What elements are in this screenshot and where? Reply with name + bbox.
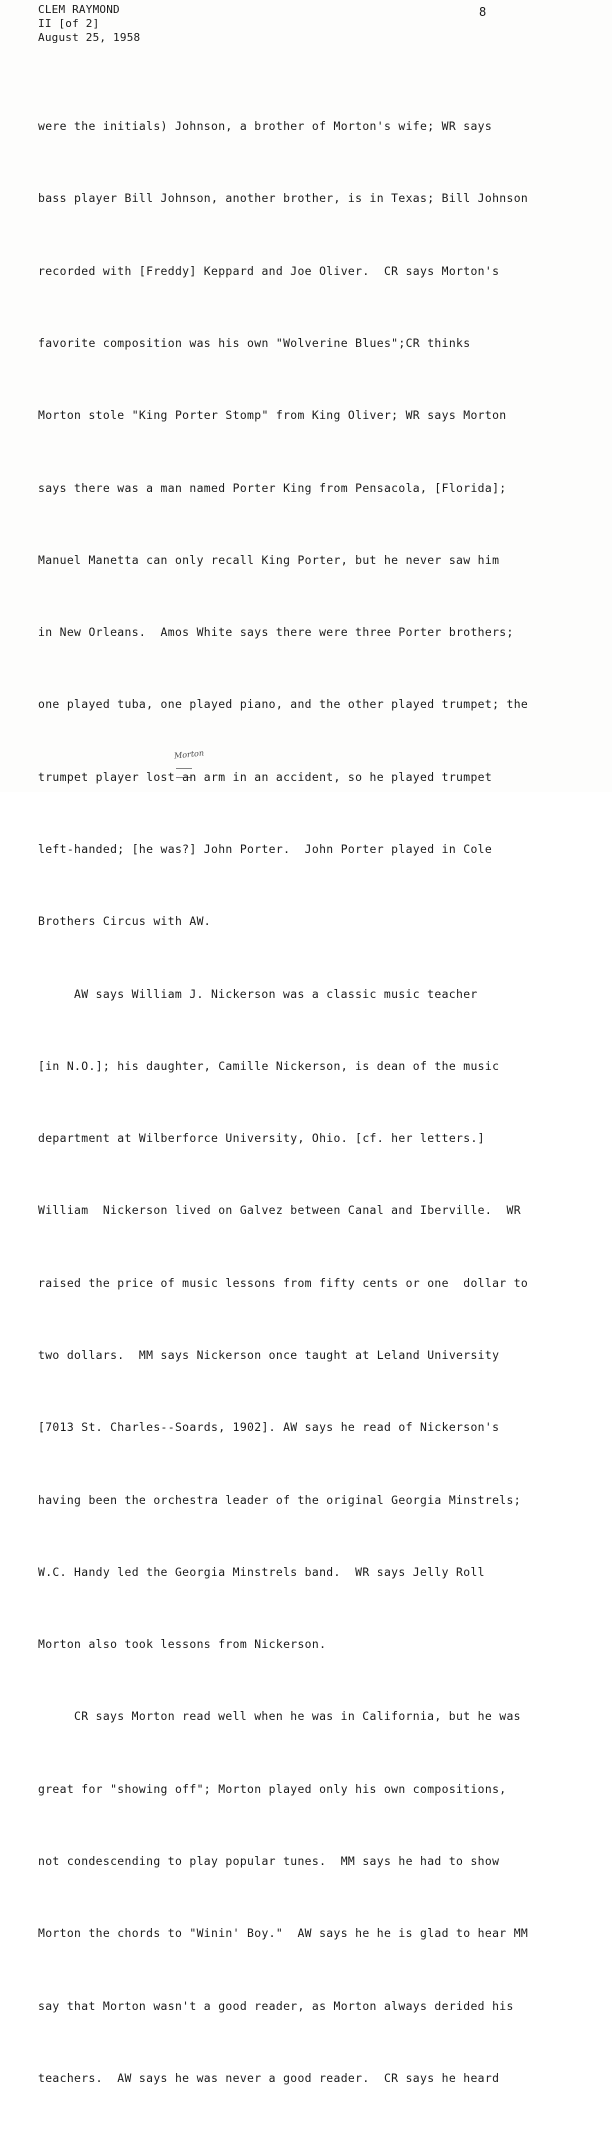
transcript-line: say that Morton wasn't a good reader, as Morton always derided his — [38, 1998, 514, 2013]
paragraph-start-line: CR says Morton read well when he was in California, but he was — [74, 1709, 521, 1724]
strikeout-mark — [176, 768, 192, 778]
interview-date: August 25, 1958 — [38, 31, 141, 44]
transcript-line: William Nickerson lived on Galvez between Canal and Iberville. WR — [38, 1203, 521, 1218]
transcript-line: W.C. Handy led the Georgia Minstrels band. WR says Jelly Roll — [38, 1564, 485, 1579]
transcript-line: teachers. AW says he was never a good reader. CR says he heard — [38, 2070, 500, 2085]
transcript-line: trumpet player lost an arm in an accident, so he played trumpet — [38, 769, 493, 784]
transcript-line: Brothers Circus with AW. — [38, 914, 211, 929]
transcript-line: [7013 St. Charles--Soards, 1902]. AW says he read of Nickerson's — [38, 1420, 500, 1435]
transcript-line: in New Orleans. Amos White says there were three Porter brothers; — [38, 625, 514, 640]
transcript-line: department at Wilberforce University, Ohio. [cf. her letters.] — [38, 1131, 485, 1146]
page-number: 8 — [479, 5, 487, 19]
transcript-line: Morton also took lessons from Nickerson. — [38, 1637, 327, 1652]
transcript-line: [in N.O.]; his daughter, Camille Nickerson, is dean of the music — [38, 1058, 500, 1073]
transcript-line: were the initials) Johnson, a brother of Morton's wife; WR says — [38, 119, 493, 134]
transcript-line: Morton the chords to "Winin' Boy." AW says he he is glad to hear MM — [38, 1926, 529, 1941]
transcript-line: Morton stole "King Porter Stomp" from King Oliver; WR says Morton — [38, 408, 507, 423]
handwritten-correction: Morton — [173, 748, 205, 761]
transcript-line: favorite composition was his own "Wolverine Blues";CR thinks — [38, 336, 471, 351]
transcript-line: bass player Bill Johnson, another brother, is in Texas; Bill Johnson — [38, 191, 529, 206]
transcript-line: great for "showing off"; Morton played only his own compositions, — [38, 1781, 507, 1796]
paragraph-start-line: AW says William J. Nickerson was a classic music teacher — [74, 986, 478, 1001]
transcript-line: not condescending to play popular tunes. MM says he had to show — [38, 1853, 500, 1868]
transcript-line: Manuel Manetta can only recall King Porter, but he never saw him — [38, 552, 500, 567]
interviewee-name: CLEM RAYMOND — [38, 3, 120, 16]
document-header — [38, 3, 140, 45]
transcript-line: one played tuba, one played piano, and the other played trumpet; the — [38, 697, 529, 712]
transcript-line: raised the price of music lessons from fifty cents or one dollar to — [38, 1275, 529, 1290]
transcript-line: two dollars. MM says Nickerson once taught at Leland University — [38, 1347, 500, 1362]
transcript-line: says there was a man named Porter King from Pensacola, [Florida]; — [38, 480, 507, 495]
transcript-line: having been the orchestra leader of the original Georgia Minstrels; — [38, 1492, 521, 1507]
transcript-line: left-handed; [he was?] John Porter. John Porter played in Cole — [38, 842, 493, 856]
reel-number: II [of 2] — [38, 17, 100, 30]
transcript-body — [38, 66, 558, 2138]
transcript-line: recorded with [Freddy] Keppard and Joe Oliver. CR says Morton's — [38, 263, 500, 278]
